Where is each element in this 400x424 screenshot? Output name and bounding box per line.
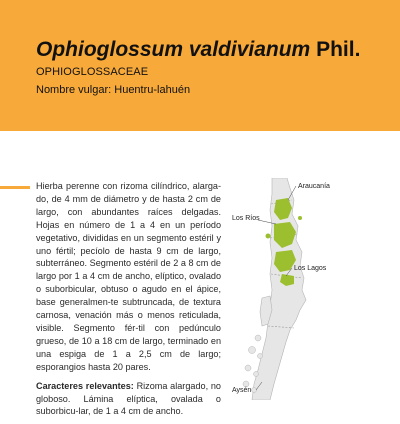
description-paragraph: Hierba perenne con rizoma cilíndrico, alarga-do, de 4 mm de diámetro y de hasta 2 cm de largo, con abundantes raíces delgadas. Hojas en número de 1 a 4 en un período vegetativo, divididas en un segmento estéril y uno fértil; pecíolo de hasta 9 cm de largo, subterráneo. Segmento estéril de 2 a 8 cm de largo por 1 a 4 cm de ancho, elíptico, ovalado o suborbicular, obtuso o agudo en el ápice, base generalmen-te subtruncada, de textura carnosa, venación más o menos reticulada, visible. Segmento fér-til con pedúnculo grueso, de 10 a 18 cm de largo, terminado en una espiga de 1 a 2,5 cm de largo; esporangios hasta 20 pares. — [36, 181, 221, 372]
region-label-araucania: Araucanía — [298, 183, 330, 190]
region-label-los-rios: Los Ríos — [232, 215, 260, 222]
description-block — [36, 180, 221, 424]
common-name: Nombre vulgar: Huentru-lahuén — [36, 84, 191, 96]
region-label-aysen: Aysén — [232, 387, 252, 394]
author-name: Phil. — [316, 38, 361, 61]
region-label-los-lagos: Los Lagos — [294, 265, 327, 272]
family-name: OPHIOGLOSSACEAE — [36, 66, 149, 78]
relevant-characters-label: Caracteres relevantes: — [36, 380, 134, 391]
scientific-name: Ophioglossum valdivianum — [36, 38, 311, 61]
species-title — [36, 38, 360, 62]
accent-rule — [0, 186, 30, 189]
distribution-map — [232, 178, 392, 400]
relevant-characters-text: Rizoma alargado, no globoso. Lámina elíptica, ovalada o suborbicu-lar, de 1 a 4 cm de ancho. — [36, 380, 221, 417]
header-band — [0, 0, 400, 131]
relevant-characters-paragraph — [36, 380, 221, 419]
